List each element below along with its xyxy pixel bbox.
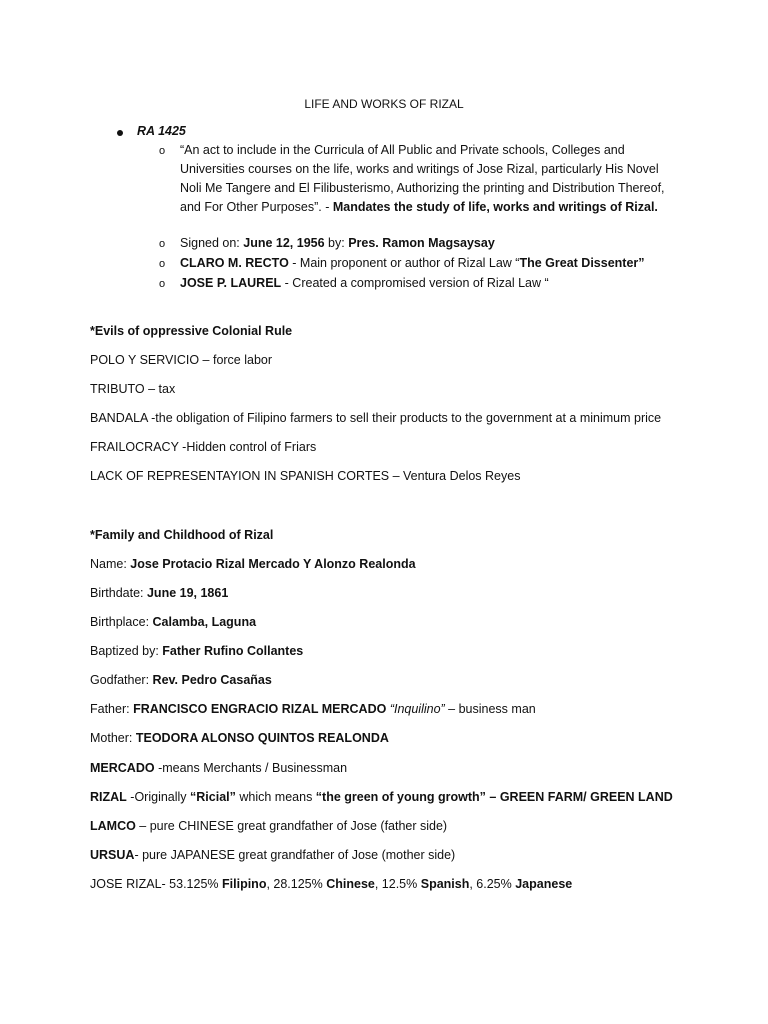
ra-item-text: “An act to include in the Curricula of All Public and Private schools, Colleges and Universities courses on the life, works and writings of Jose Rizal, particularly His Novel Noli Me Tangere and El Filibusterismo, Authorizing the printing and Distribution Thereof, and For Other Purposes”. - bbox=[180, 143, 665, 214]
birthplace-label: Birthplace: bbox=[90, 615, 153, 629]
ra-item-text: - Created a compromised version of Rizal Law “ bbox=[281, 276, 549, 290]
mother-value: TEODORA ALONSO QUINTOS REALONDA bbox=[135, 731, 389, 745]
ursua-definition: - pure JAPANESE great grandfather of Jose (mother side) bbox=[134, 848, 456, 862]
baptized-label: Baptized by: bbox=[90, 644, 163, 658]
ra-item-text: - Main proponent or author of Rizal Law “ bbox=[288, 256, 520, 270]
ancestry-spanish: Spanish bbox=[420, 877, 470, 891]
rizal-text: which means bbox=[235, 790, 316, 804]
ancestry-text: , 6.25% bbox=[469, 877, 516, 891]
rizal-meaning: “the green of young growth” – GREEN FARM/ GREEN LAND bbox=[315, 790, 673, 804]
ra-item-text: Mandates the study of life, works and writings of Rizal. bbox=[332, 200, 658, 214]
father-label: Father: bbox=[90, 702, 134, 716]
ancestry-chinese: Chinese bbox=[326, 877, 375, 891]
birthdate-value: June 19, 1861 bbox=[146, 586, 229, 600]
baptized-line bbox=[90, 642, 303, 661]
godfather-value: Rev. Pedro Casañas bbox=[152, 673, 272, 687]
ra-item-text: by: bbox=[324, 236, 349, 250]
ra-item bbox=[180, 234, 680, 253]
rizal-line bbox=[90, 788, 673, 807]
lamco-definition: – pure CHINESE great grandfather of Jose (father side) bbox=[135, 819, 448, 833]
father-nickname: “Inquilino” bbox=[389, 702, 445, 716]
father-line bbox=[90, 700, 536, 719]
page-title: LIFE AND WORKS OF RIZAL bbox=[304, 97, 464, 111]
birthplace-value: Calamba, Laguna bbox=[152, 615, 257, 629]
godfather-label: Godfather: bbox=[90, 673, 153, 687]
name-value: Jose Protacio Rizal Mercado Y Alonzo Realonda bbox=[130, 557, 416, 571]
bullet-icon bbox=[117, 130, 123, 136]
father-occupation: – business man bbox=[444, 702, 536, 716]
ursua-line bbox=[90, 846, 455, 865]
ursua-term: URSUA bbox=[90, 848, 135, 862]
ra-item-text: Signed on: bbox=[180, 236, 244, 250]
evils-line: POLO Y SERVICIO – force labor bbox=[90, 353, 273, 367]
ra-item-text: June 12, 1956 bbox=[243, 236, 325, 250]
baptized-value: Father Rufino Collantes bbox=[162, 644, 304, 658]
evils-line: FRAILOCRACY -Hidden control of Friars bbox=[90, 440, 317, 454]
ancestry-text: JOSE RIZAL- 53.125% bbox=[90, 877, 223, 891]
lamco-term: LAMCO bbox=[90, 819, 136, 833]
ra-1425-label: RA 1425 bbox=[137, 124, 186, 138]
mother-label: Mother: bbox=[90, 731, 136, 745]
ancestry-japanese: Japanese bbox=[515, 877, 573, 891]
ancestry-text: , 12.5% bbox=[374, 877, 421, 891]
evils-line: BANDALA -the obligation of Filipino farmers to sell their products to the government at a minimum price bbox=[90, 411, 662, 425]
sub-bullet-icon: o bbox=[159, 258, 166, 270]
rizal-text: -Originally bbox=[126, 790, 191, 804]
ancestry-line bbox=[90, 875, 572, 894]
godfather-line bbox=[90, 671, 272, 690]
ra-item bbox=[180, 141, 680, 217]
birthplace-line bbox=[90, 613, 256, 632]
mercado-term: MERCADO bbox=[90, 761, 155, 775]
sub-bullet-icon: o bbox=[159, 238, 166, 250]
name-line bbox=[90, 555, 416, 574]
ra-item-text: CLARO M. RECTO bbox=[180, 256, 289, 270]
name-label: Name: bbox=[90, 557, 131, 571]
ancestry-filipino: Filipino bbox=[222, 877, 267, 891]
ancestry-text: , 28.125% bbox=[266, 877, 327, 891]
ra-item-text: JOSE P. LAUREL bbox=[180, 276, 282, 290]
rizal-original: “Ricial” bbox=[190, 790, 236, 804]
birthdate-line bbox=[90, 584, 228, 603]
evils-line: LACK OF REPRESENTAYION IN SPANISH CORTES – Ventura Delos Reyes bbox=[90, 469, 521, 483]
evils-heading: *Evils of oppressive Colonial Rule bbox=[90, 324, 293, 338]
family-heading: *Family and Childhood of Rizal bbox=[90, 528, 274, 542]
ra-item bbox=[180, 274, 680, 293]
mercado-definition: -means Merchants / Businessman bbox=[154, 761, 348, 775]
ra-item-text: Pres. Ramon Magsaysay bbox=[348, 236, 495, 250]
father-value: FRANCISCO ENGRACIO RIZAL MERCADO bbox=[133, 702, 387, 716]
sub-bullet-icon: o bbox=[159, 278, 166, 290]
mercado-line bbox=[90, 759, 347, 778]
ra-item bbox=[180, 254, 680, 273]
rizal-term: RIZAL bbox=[90, 790, 127, 804]
sub-bullet-icon: o bbox=[159, 145, 166, 157]
birthdate-label: Birthdate: bbox=[90, 586, 147, 600]
lamco-line bbox=[90, 817, 447, 836]
evils-line: TRIBUTO – tax bbox=[90, 382, 176, 396]
mother-line bbox=[90, 729, 389, 748]
ra-item-text: The Great Dissenter” bbox=[519, 256, 645, 270]
